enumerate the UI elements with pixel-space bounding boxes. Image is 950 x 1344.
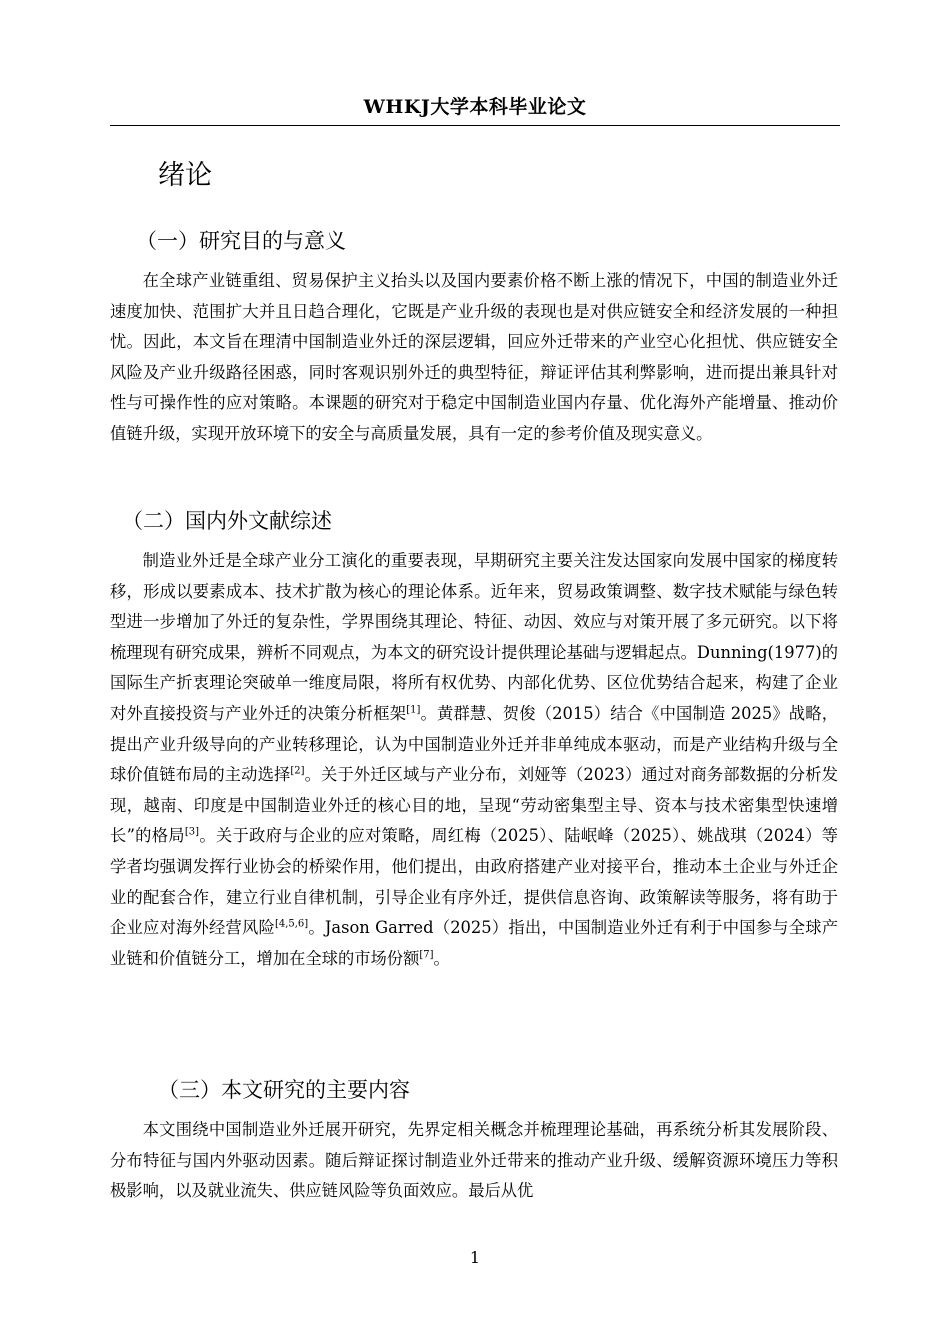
literature-text-4: 。关于政府与企业的应对策略，周红梅（2025）、陆岷峰（2025）、姚战琪（2024）等学者均强调发挥行业协会的桥梁作用，他们提出，由政府搭建产业对接平台，推动本土企业与外迁企业的配套合作，建立行业自律机制，引导企业有序外迁，提供信息咨询、政策解读等服务，将有助于企业应对海外经营风险 [110,826,838,938]
paragraph-purpose: 在全球产业链重组、贸易保护主义抬头以及国内要素价格不断上涨的情况下，中国的制造业外迁速度加快、范围扩大并且日趋合理化，它既是产业升级的表现也是对供应链安全和经济发展的一种担忧。因此，本文旨在理清中国制造业外迁的深层逻辑，回应外迁带来的产业空心化担忧、供应链安全风险及产业升级路径困惑，同时客观识别外迁的典型特征，辩证评估其利弊影响，进而提出兼具针对性与可操作性的应对策略。本课题的研究对于稳定中国制造业国内存量、优化海外产能增量、推动价值链升级，实现开放环境下的安全与高质量发展，具有一定的参考价值及现实意义。 [110,271,838,443]
literature-text-2: 。黄群慧、贺俊（2015）结合《中国制造 2025》战略，提出产业升级导向的产业转移理论，认为中国制造业外迁并非单纯成本驱动，而是产业结构升级与全球价值链布局的主动选择 [110,703,839,785]
citation-3: [3] [184,826,200,838]
citation-7: [7] [419,949,434,961]
literature-text-5: 。Jason Garred（2025）指出，中国制造业外迁有利于中国参与全球产业链和价值链分工，增加在全球的市场份额 [110,918,838,968]
paragraph-literature [110,546,838,974]
page-header-title: WHKJ大学本科毕业论文 [363,96,587,118]
literature-text-6: 。 [433,948,450,968]
citation-4-6: [4,5,6] [274,918,309,930]
citation-2: [2] [290,765,305,777]
literature-text-1: 制造业外迁是全球产业分工演化的重要表现，早期研究主要关注发达国家向发展中国家的梯度转移，形成以要素成本、技术扩散为核心的理论体系。近年来，贸易政策调整、数字技术赋能与绿色转型进一步增加了外迁的复杂性，学界围绕其理论、特征、动因、效应与对策开展了多元研究。以下将梳理现有研究成果，辨析不同观点，为本文的研究设计提供理论基础与逻辑起点。Dunning(1977)的国际生产折衷理论突破单一维度局限，将所有权优势、内部化优势、区位优势结合起来，构建了企业对外直接投资与产业外迁的决策分析框架 [110,551,838,723]
page-number: 1 [469,1248,481,1267]
section-heading-content: （三）本文研究的主要内容 [158,1078,410,1102]
section-heading-literature: （二）国内外文献综述 [122,509,332,533]
literature-text-3: 。关于外迁区域与产业分布，刘娅等（2023）通过对商务部数据的分析发现，越南、印度是中国制造业外迁的核心目的地，呈现“劳动密集型主导、资本与技术密集型快速增长”的格局 [110,765,838,846]
header-divider [110,125,840,126]
chapter-title: 绪论 [158,160,212,191]
section-heading-purpose: （一）研究目的与意义 [136,229,346,253]
citation-1: [1] [406,704,421,716]
paragraph-content: 本文围绕中国制造业外迁展开研究，先界定相关概念并梳理理论基础，再系统分析其发展阶段、分布特征与国内外驱动因素。随后辩证探讨制造业外迁带来的推动产业升级、缓解资源环境压力等积极影响，以及就业流失、供应链风险等负面效应。最后从优 [110,1120,838,1201]
